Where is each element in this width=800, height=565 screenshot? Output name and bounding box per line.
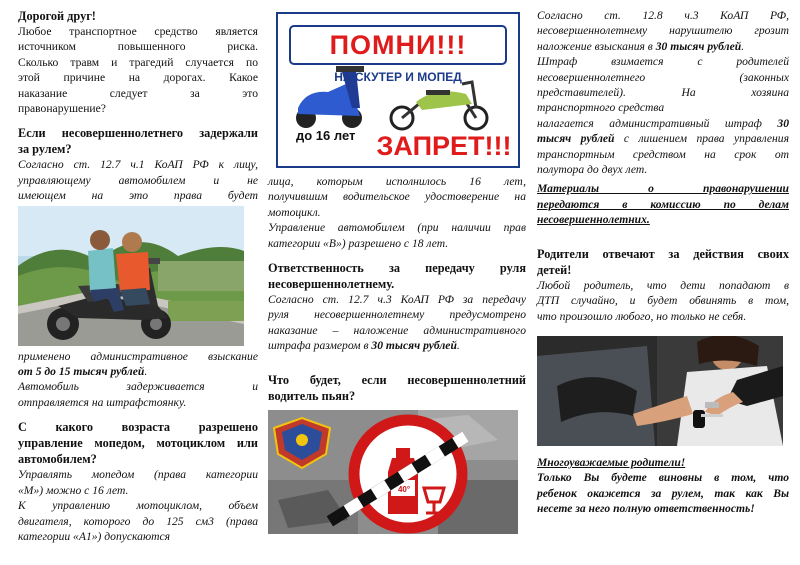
poster-age: до 16 лет (296, 128, 356, 143)
owner-fine-amount: 30 (777, 116, 789, 130)
moto-text: категории «А1») допускаются (18, 529, 171, 543)
owner-fine-line: тысяч рублей с лишением права управления (537, 132, 789, 146)
car-keys-photo (537, 336, 783, 446)
art-fine-amount: 30 тысяч рублей (655, 39, 742, 53)
moped-text: «М») можно с 16 лет. (18, 483, 129, 497)
resp-text: что произошло любого, но только не себя. (537, 309, 747, 323)
commission-text: несовершеннолетних. (537, 213, 650, 227)
q3-heading: несовершеннолетнему. (268, 277, 395, 292)
poster-ban: ЗАПРЕТ!!! (376, 131, 512, 161)
q1-heading: Если несовершеннолетнего задержали (18, 126, 258, 141)
owner-text: полутора до двух лет. (537, 163, 648, 177)
owner-fine-line: налагается административный штраф 30 (537, 116, 789, 130)
closing-text: ребенок окажется за рулем, так как Вы (537, 486, 789, 500)
resp-heading: детей! (537, 262, 572, 277)
q3-text: наказание – наложение административного (268, 323, 526, 337)
closing-text: несете за него полную ответственность! (537, 502, 755, 516)
resp-heading: Родители отвечают за действия своих (537, 246, 789, 261)
q2-heading: автомобилем? (18, 452, 97, 467)
column-left (18, 8, 258, 544)
moto-text: К управлению мотоциклом, объем (18, 499, 258, 513)
q3-text: Согласно ст. 12.7 ч.3 КоАП РФ за передачу (268, 293, 526, 307)
q3-heading: Ответственность за передачу руля (268, 261, 526, 276)
commission-text: передаются в комиссию по делам (537, 197, 789, 211)
q1-after: применено административное взыскание (18, 349, 258, 363)
q3-fine-amount: 30 тысяч рублей (371, 339, 457, 353)
resp-text: Любой родитель, что дети попадают в (537, 278, 789, 292)
art-text: Согласно ст. 12.8 ч.3 КоАП РФ, (537, 9, 789, 22)
bottle-label: 40° (397, 484, 411, 494)
parents-text: транспортного средства (537, 101, 665, 115)
parents-text: представителей). На хозяина (537, 86, 789, 100)
commission-text: Материалы о правонарушении (537, 182, 789, 196)
intro-line: наказание следует за это (18, 86, 258, 100)
intro-line: Любое транспортное средство является (18, 25, 258, 38)
moto-cont: получившим водительское удостоверение на (268, 190, 526, 204)
column-middle (268, 8, 526, 534)
q1-text: Согласно ст. 12.7 ч.1 КоАП РФ к лицу, (18, 158, 258, 172)
fine-line: от 5 до 15 тысяч рублей. (18, 365, 148, 379)
column-right (537, 8, 789, 517)
parents-text: Штраф взимается с родителей (537, 55, 789, 69)
closing-heading: Многоуважаемые родители! (537, 455, 686, 469)
parents-text: несовершеннолетнего (законных (537, 70, 789, 84)
art-text: несовершеннолетнему нарушителю грозит (537, 24, 789, 38)
intro-line: правонарушение? (18, 102, 106, 116)
owner-text: транспортным средством на срок от (537, 147, 789, 161)
kids-on-scooter-photo (18, 206, 244, 346)
intro-line: источником повышенного риска. (18, 40, 258, 54)
q2-heading: С какого возраста разрешено (18, 420, 258, 435)
car-text: Управление автомобилем (при наличии прав (268, 221, 526, 235)
q1-heading: за рулем? (18, 142, 72, 157)
q3-fine-line: штрафа размером в 30 тысяч рублей. (268, 339, 460, 353)
poster-banner (276, 12, 520, 168)
q1-text: управляющему автомобилем и не (18, 173, 258, 187)
greeting: Дорогой друг! (18, 9, 96, 23)
intro-line: этой причине на дорогах. Какое (18, 71, 258, 85)
art-fine-line: наложение взыскания в 30 тысяч рублей. (537, 39, 745, 53)
q3-text: руля несовершеннолетнему предусмотрено (268, 308, 526, 322)
moto-text: двигателя, которого до 125 см3 (права (18, 514, 258, 528)
q2-heading: управление мопедом, мотоциклом или (18, 436, 258, 451)
moto-cont: лица, которым исполнилось 16 лет, (268, 175, 526, 188)
q4-heading: Что будет, если несовершеннолетний (268, 372, 526, 387)
poster-subtitle: НА СКУТЕР И МОПЕД (334, 70, 462, 84)
moto-cont: мотоцикл. (268, 205, 321, 219)
resp-text: ДТП случайно, и будет обвинять в том, (537, 294, 789, 308)
drunk-driving-sign-image (268, 410, 518, 534)
car-text: категории «В») разрешено с 18 лет. (268, 236, 449, 250)
q4-heading: водитель пьян? (268, 388, 356, 403)
moped-text: Управлять мопедом (права категории (18, 468, 258, 482)
intro-line: Сколько травм и трагедий случается по (18, 55, 258, 69)
poster-title: ПОМНИ!!! (329, 30, 467, 60)
impound-text: отправляется на штрафстоянку. (18, 395, 187, 409)
impound-text: Автомобиль задерживается и (18, 380, 258, 394)
q1-text: имеющем на это права будет (18, 189, 258, 203)
fine-amount: от 5 до 15 тысяч рублей (18, 365, 145, 379)
closing-text: Только Вы будете виновны в том, что (537, 471, 789, 485)
